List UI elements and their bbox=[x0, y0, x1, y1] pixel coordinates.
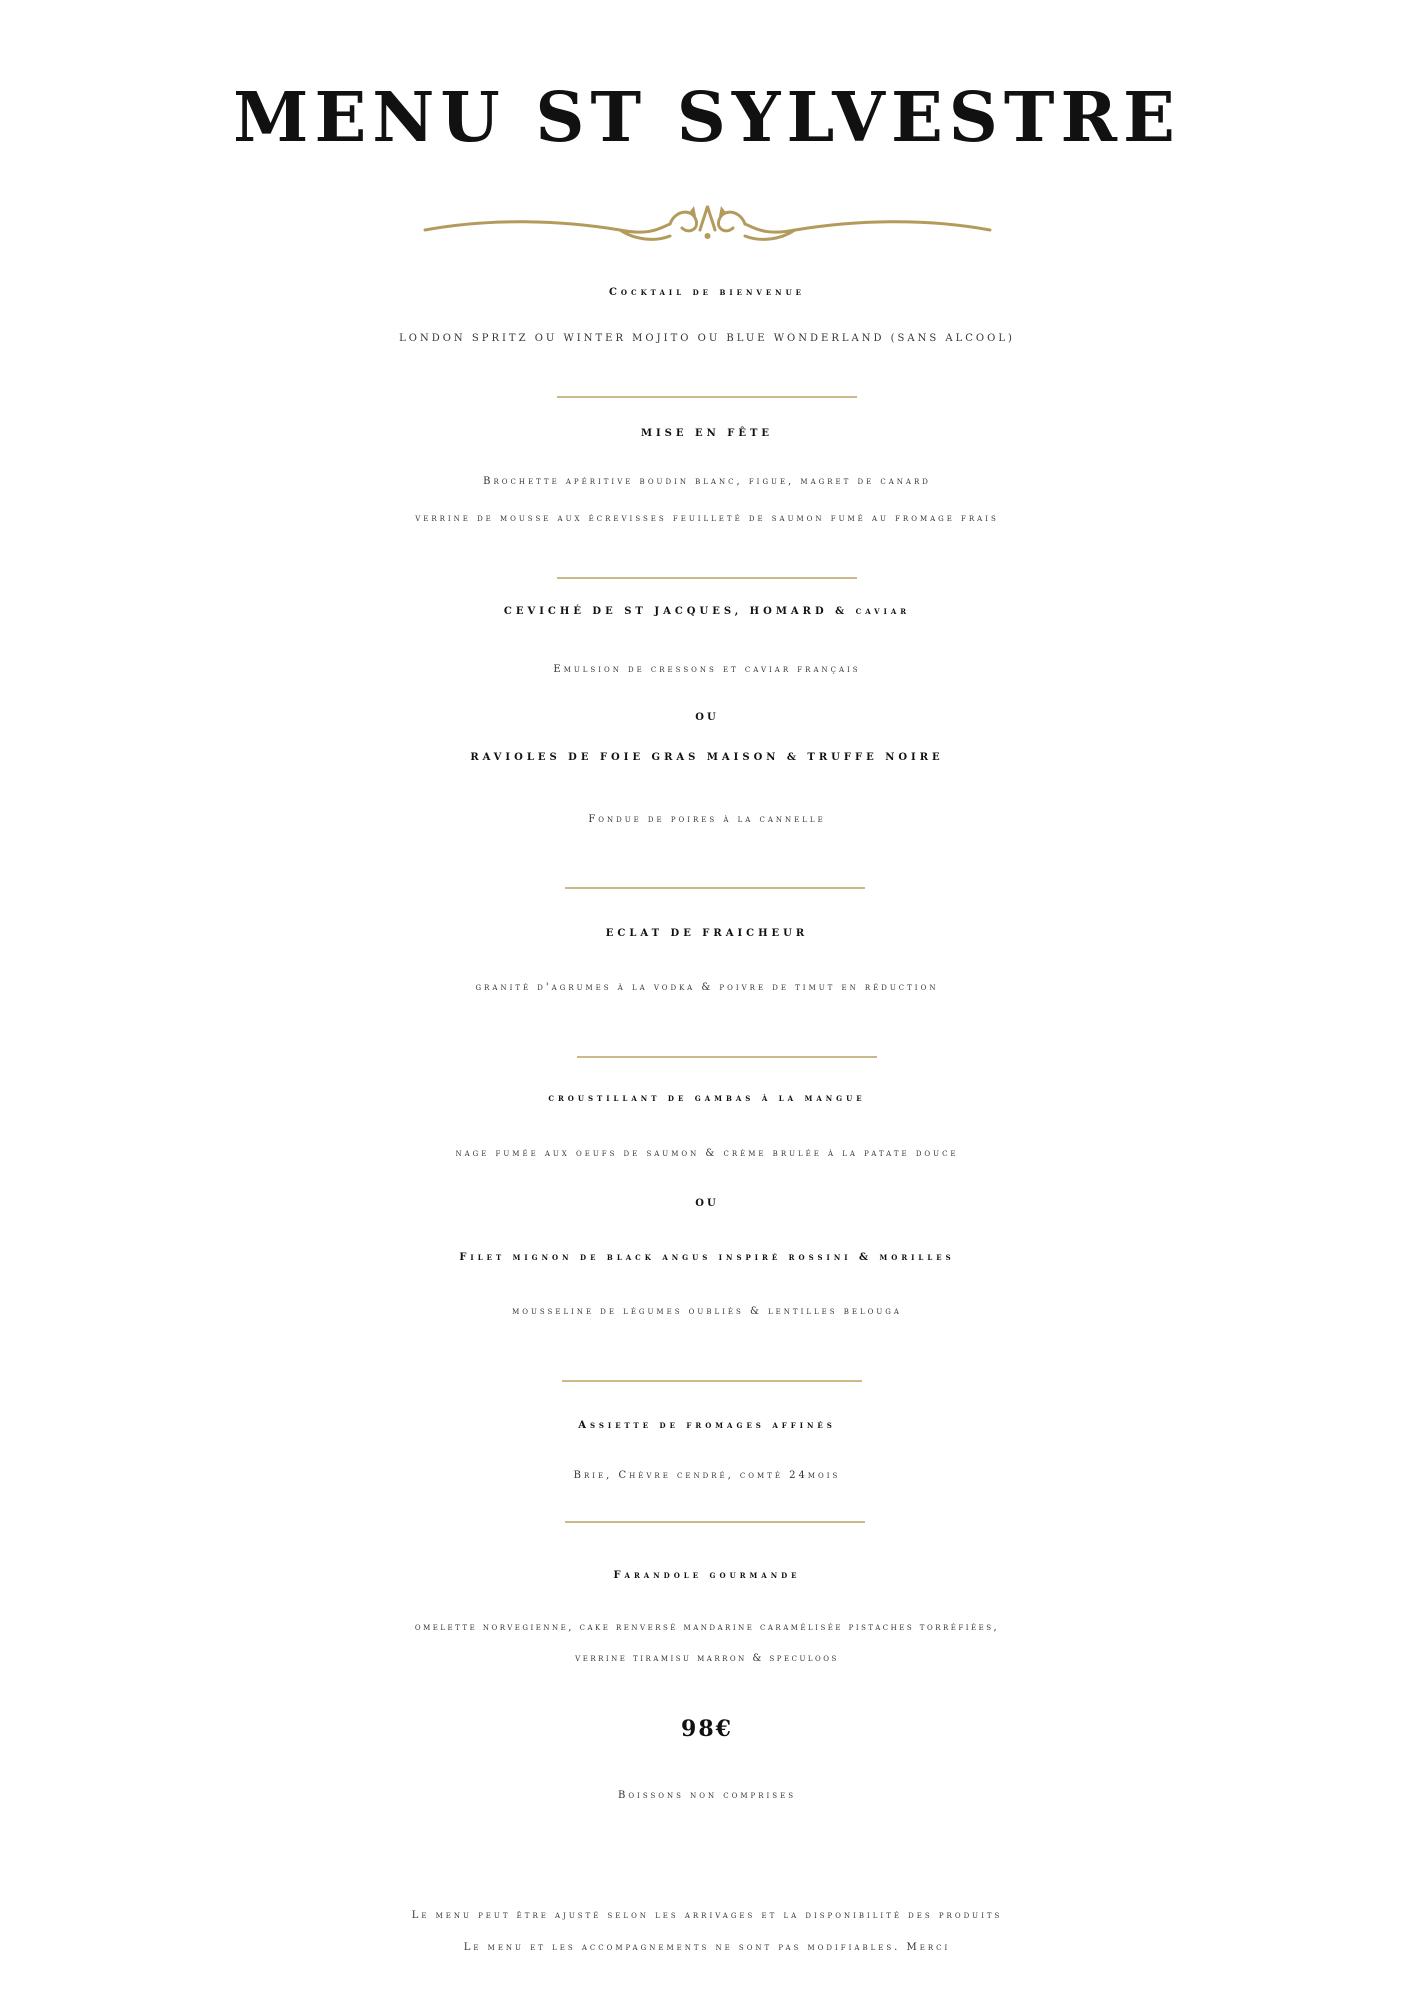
divider bbox=[557, 577, 857, 579]
footer-note: Le menu et les accompagnements ne sont pas modifiables. Merci bbox=[463, 1942, 951, 1953]
cocktail-item: LONDON SPRITZ OU WINTER MOJITO OU BLUE WONDERLAND (SANS ALCOOL) bbox=[399, 333, 1015, 344]
entree-option-2-heading: RAVIOLES DE FOIE GRAS MAISON & TRUFFE NOIRE bbox=[470, 752, 944, 763]
menu-price: 98€ bbox=[681, 1716, 733, 1742]
divider bbox=[565, 1521, 865, 1523]
entree-option-1-heading: CEVICHÉ DE ST JACQUES, HOMARD & caviar bbox=[503, 606, 911, 617]
gold-flourish-ornament-icon bbox=[420, 200, 995, 248]
divider bbox=[562, 1380, 862, 1382]
fromages-heading: Assiette de fromages affinés bbox=[578, 1420, 836, 1431]
fromages-detail: Brie, Chèvre cendré, comté 24mois bbox=[573, 1470, 841, 1481]
divider bbox=[577, 1056, 877, 1058]
plat-option-1-detail: nage fumée aux oeufs de saumon & crème brulée à la patate douce bbox=[455, 1148, 959, 1159]
entree-option-2-detail: Fondue de poires à la cannelle bbox=[588, 814, 826, 825]
cocktail-heading: Cocktail de bienvenue bbox=[608, 287, 806, 298]
plat-option-1-heading: croustillant de gambas à la mangue bbox=[548, 1093, 866, 1104]
eclat-detail: granité d'agrumes à la vodka & poivre de timut en réduction bbox=[475, 982, 939, 993]
entree-or-separator: OU bbox=[695, 712, 719, 723]
entree-option-1-detail: Emulsion de cressons et caviar français bbox=[553, 664, 861, 675]
dessert-heading: Farandole gourmande bbox=[613, 1570, 801, 1581]
divider bbox=[557, 396, 857, 398]
mise-en-fete-item: Brochette apéritive boudin blanc, figue, magret de canard bbox=[483, 476, 931, 487]
plat-option-2-detail: mousseline de légumes oubliés & lentilles belouga bbox=[512, 1306, 902, 1317]
plat-option-2-heading: Filet mignon de black angus inspiré rossini & morilles bbox=[459, 1252, 955, 1263]
footer-note: Le menu peut être ajusté selon les arrivages et la disponibilité des produits bbox=[411, 1910, 1003, 1921]
divider bbox=[565, 887, 865, 889]
mise-en-fete-heading: MISE EN FÊTE bbox=[640, 428, 774, 439]
mise-en-fete-item: verrine de mousse aux écrevisses feuilleté de saumon fumé au fromage frais bbox=[415, 513, 999, 524]
menu-title: MENU ST SYLVESTRE bbox=[233, 78, 1181, 158]
plat-or-separator: OU bbox=[695, 1198, 719, 1209]
dessert-item: verrine tiramisu marron & speculoos bbox=[575, 1653, 839, 1664]
dessert-item: omelette norvegienne, cake renversé mandarine caramélisée pistaches torréfiées, bbox=[414, 1622, 1000, 1633]
price-note: Boissons non comprises bbox=[617, 1790, 797, 1801]
eclat-heading: ECLAT DE FRAICHEUR bbox=[605, 928, 809, 939]
